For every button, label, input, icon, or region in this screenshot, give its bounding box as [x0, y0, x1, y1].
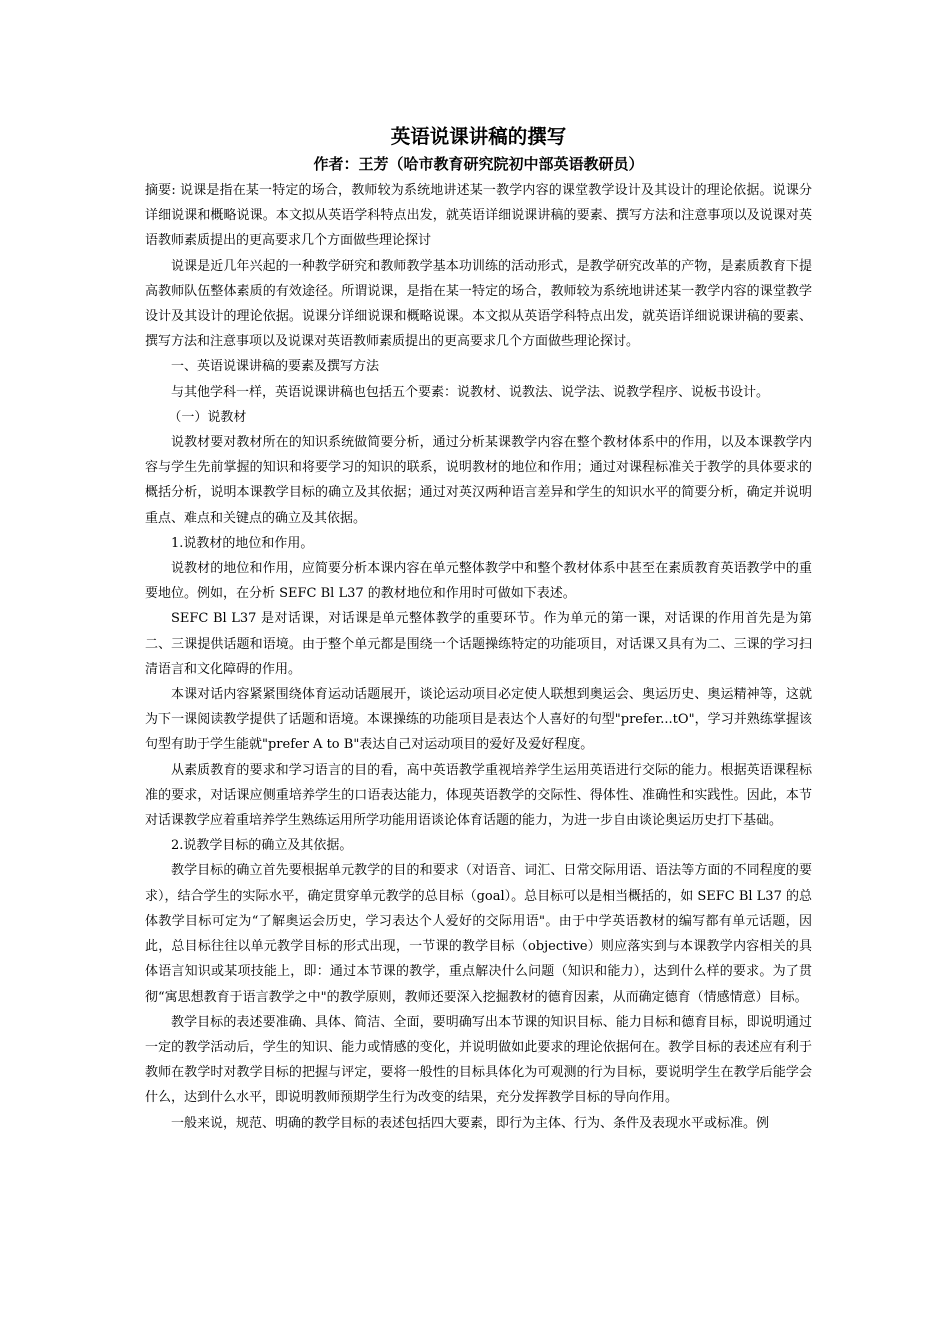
document-title: 英语说课讲稿的撰写	[390, 125, 567, 148]
abstract-paragraph: 摘要: 说课是指在某一特定的场合，教师较为系统地讲述某一教学内容的课堂教学设计及其设计的理论依据。说课分详细说课和概略说课。本文拟从英语学科特点出发，就英语详细说课讲稿的要素、撰写方法和注意事项以及说课对英语教师素质提出的更高要求几个方面做些理论探讨	[145, 183, 812, 249]
paragraph: 一般来说，规范、明确的教学目标的表述包括四大要素，即行为主体、行为、条件及表现水平或标准。例	[171, 1115, 770, 1131]
paragraph: 从素质教育的要求和学习语言的目的看，高中英语教学重视培养学生运用英语进行交际的能力。根据英语课程标准的要求，对话课应侧重培养学生的口语表达能力，体现英语教学的交际性、得体性、准确性和实践性。因此，本节对话课教学应着重培养学生熟练运用所学功能用语谈论体育话题的能力，为进一步自由谈论奥运历史打下基础。	[145, 762, 812, 829]
section-heading: 一、英语说课讲稿的要素及撰写方法	[171, 359, 380, 375]
paragraph: 说课是近几年兴起的一种教学研究和教师教学基本功训练的活动形式，是教学研究改革的产物，是素质教育下提高教师队伍整体素质的有效途径。所谓说课，是指在某一特定的场合，教师较为系统地讲述某一教学内容的课堂教学设计及其设计的理论依据。说课分详细说课和概略说课。本文拟从英语学科特点出发，就英语详细说课讲稿的要素、撰写方法和注意事项以及说课对英语教师素质提出的更高要求几个方面做些理论探讨。	[145, 258, 812, 350]
subsection-heading: 2.说教学目标的确立及其依据。	[171, 838, 353, 854]
paragraph: 说教材要对教材所在的知识系统做简要分析，通过分析某课教学内容在整个教材体系中的作用，以及本课教学内容与学生先前掌握的知识和将要学习的知识的联系，说明教材的地位和作用；通过对课程标准关于教学的具体要求的概括分析，说明本课教学目标的确立及其依据；通过对英汉两种语言差异和学生的知识水平的简要分析，确定并说明重点、难点和关键点的确立及其依据。	[145, 435, 812, 526]
paragraph: 与其他学科一样，英语说课讲稿也包括五个要素：说教材、说教法、说学法、说教学程序、说板书设计。	[171, 384, 770, 400]
paragraph: SEFC Bl L37 是对话课，对话课是单元整体教学的重要环节。作为单元的第一课，对话课的作用首先是为第二、三课提供话题和语境。由于整个单元都是围绕一个话题操练特定的功能项目，对话课又具有为二、三课的学习扫清语言和文化障碍的作用。	[145, 611, 812, 677]
paragraph: 本课对话内容紧紧围绕体育运动话题展开，谈论运动项目必定使人联想到奥运会、奥运历史、奥运精神等，这就为下一课阅读教学提供了话题和语境。本课操练的功能项目是表达个人喜好的句型"prefer...tO"，学习并熟练掌握该句型有助于学生能就"prefer A to B"表达自己对运动项目的爱好及爱好程度。	[145, 687, 812, 753]
paragraph: 教学目标的确立首先要根据单元教学的目的和要求（对语音、词汇、日常交际用语、语法等方面的不同程度的要求），结合学生的实际水平，确定贯穿单元教学的总目标（goal）。总目标可以是相当概括的，如 SEFC Bl L37 的总体教学目标可定为“了解奥运会历史，学习表达个人爱好的交际用语"。由于中学英语教材的编写都有单元话题，因此，总目标往往以单元教学目标的形式出现，一节课的教学目标（objective）则应落实到与本课教学内容相关的具体语言知识或某项技能上，即：通过本节课的教学，重点解决什么问题（知识和能力），达到什么样的要求。为了贯彻“寓思想教育于语言教学之中"的教学原则，教师还要深入挖掘教材的德育因素，从而确定德育（情感情意）目标。	[145, 863, 812, 1005]
document-author: 作者：王芳（哈市教育研究院初中部英语教研员）	[313, 155, 644, 173]
subsection-heading: 1.说教材的地位和作用。	[171, 535, 314, 551]
subsection-heading: （一）说教材	[168, 409, 247, 425]
paragraph: 教学目标的表述要准确、具体、简洁、全面，要明确写出本节课的知识目标、能力目标和德育目标，即说明通过一定的教学活动后，学生的知识、能力或情感的变化，并说明做如此要求的理论依据何在。教学目标的表述应有利于教师在教学时对教学目标的把握与评定，要将一般性的目标具体化为可观测的行为目标，要说明学生在教学后能学会什么，达到什么水平，即说明教师预期学生行为改变的结果，充分发挥教学目标的导向作用。	[145, 1014, 812, 1106]
document-body	[145, 122, 812, 1136]
paragraph: 说教材的地位和作用，应简要分析本课内容在单元整体教学中和整个教材体系中甚至在素质教育英语教学中的重要地位。例如，在分析 SEFC Bl L37 的教材地位和作用时可做如下表述。	[145, 561, 812, 602]
